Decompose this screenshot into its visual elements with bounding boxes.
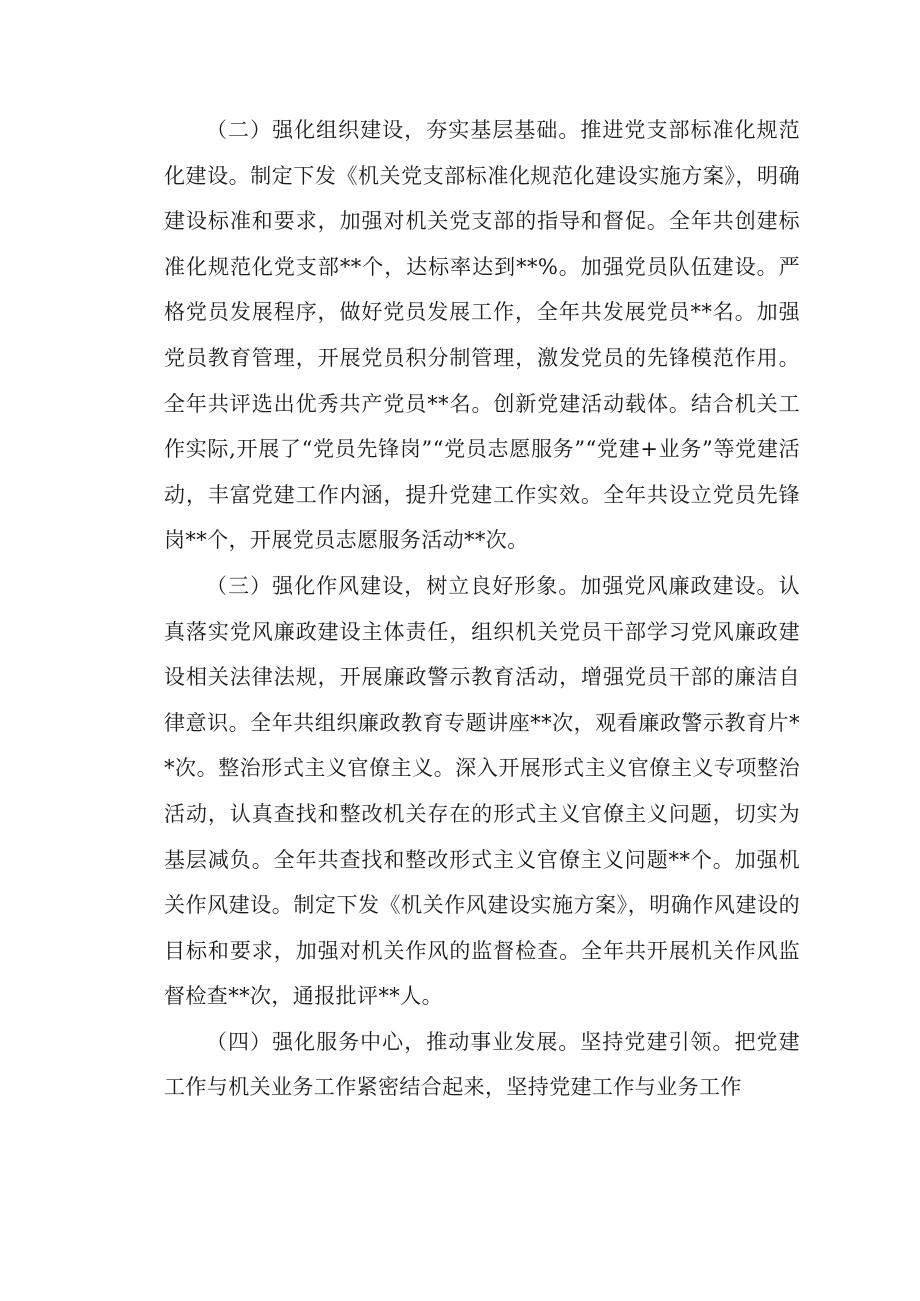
document-body [164, 108, 800, 1111]
paragraph-serve-the-center: （四）强化服务中心，推动事业发展。坚持党建引领。把党建工作与机关业务工作紧密结合起来，坚持党建工作与业务工作 [164, 1029, 800, 1100]
paragraph-work-style-building: （三）强化作风建设，树立良好形象。加强党风廉政建设。认真落实党风廉政建设主体责任，组织机关党员干部学习党风廉政建设相关法律法规，开展廉政警示教育活动，增强党员干部的廉洁自律意识。全年共组织廉政教育专题讲座**次，观看廉政警示教育片**次。整治形式主义官僚主义。深入开展形式主义官僚主义专项整治活动，认真查找和整改机关存在的形式主义官僚主义问题，切实为基层减负。全年共查找和整改形式主义官僚主义问题**个。加强机关作风建设。制定下发《机关作风建设实施方案》，明确作风建设的目标和要求，加强对机关作风的监督检查。全年共开展机关作风监督检查**次，通报批评**人。 [164, 573, 800, 1009]
paragraph-organization-building: （二）强化组织建设，夯实基层基础。推进党支部标准化规范化建设。制定下发《机关党支部标准化规范化建设实施方案》，明确建设标准和要求，加强对机关党支部的指导和督促。全年共创建标准化规范化党支部**个，达标率达到**%。加强党员队伍建设。严格党员发展程序，做好党员发展工作，全年共发展党员**名。加强党员教育管理，开展党员积分制管理，激发党员的先锋模范作用。全年共评选出优秀共产党员**名。创新党建活动载体。结合机关工作实际,开展了“党员先锋岗”“党员志愿服务”“党建+业务”等党建活动，丰富党建工作内涵，提升党建工作实效。全年共设立党员先锋岗**个，开展党员志愿服务活动**次。 [164, 118, 800, 553]
